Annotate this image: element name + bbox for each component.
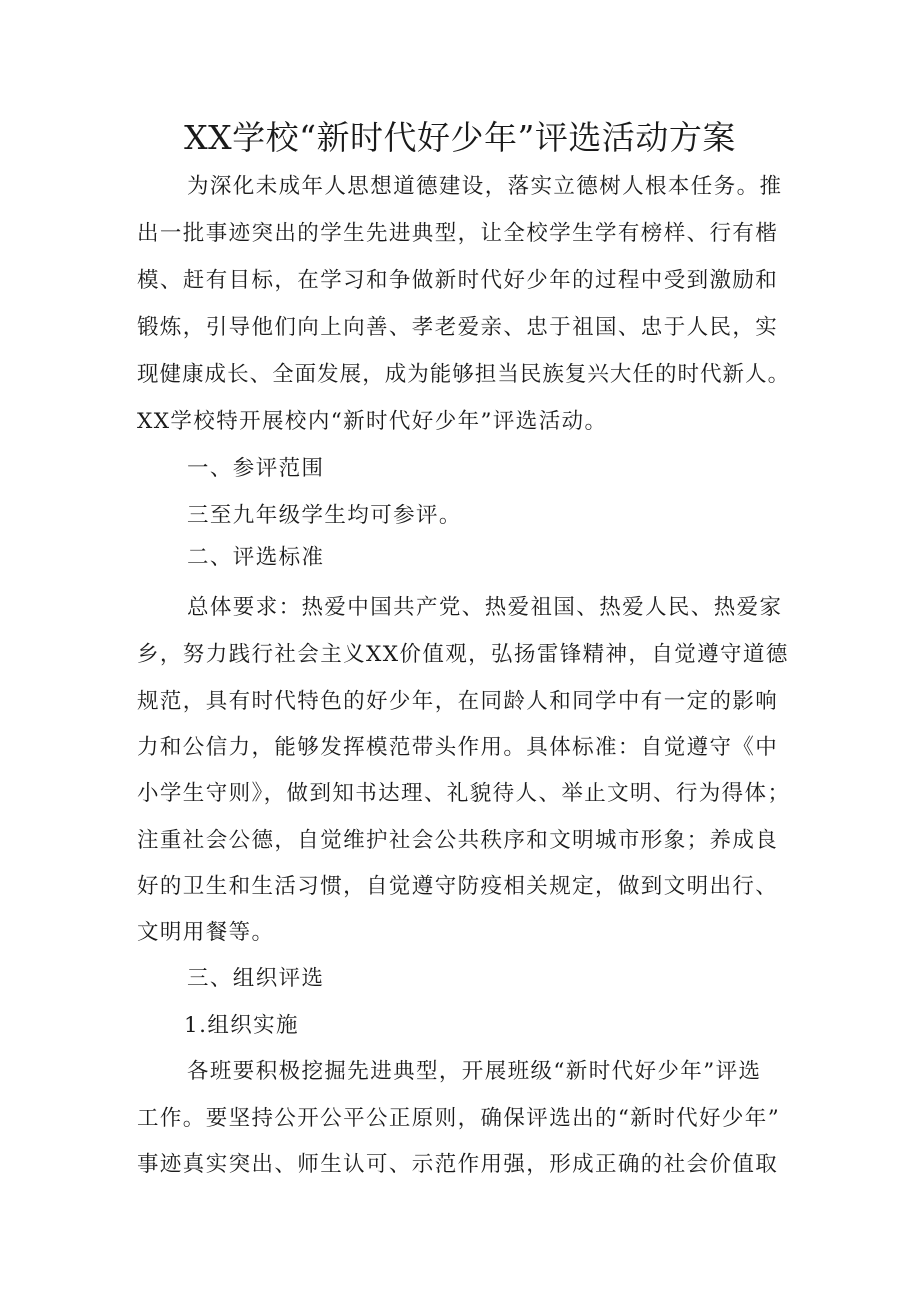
document-title: XX学校“新时代好少年”评选活动方案 (184, 118, 736, 157)
criteria-line: 注重社会公德，自觉维护社会公共秩序和文明城市形象；养成良 (137, 828, 779, 853)
criteria-line: 总体要求：热爱中国共产党、热爱祖国、热爱人民、热爱家 (187, 595, 783, 620)
section-heading-scope: 一、参评范围 (187, 456, 325, 481)
subsection-heading-implementation: 1.组织实施 (184, 1013, 299, 1038)
criteria-line: 乡，努力践行社会主义XX价值观，弘扬雷锋精神，自觉遵守道德 (137, 642, 789, 667)
intro-line: 模、赶有目标，在学习和争做新时代好少年的过程中受到激励和 (137, 268, 779, 293)
intro-line: XX学校特开展校内“新时代好少年”评选活动。 (137, 409, 608, 434)
intro-line: 锻炼，引导他们向上向善、孝老爱亲、忠于祖国、忠于人民，实 (137, 315, 779, 340)
section-heading-organization: 三、组织评选 (187, 966, 325, 991)
organization-line: 事迹真实突出、师生认可、示范作用强，形成正确的社会价值取 (137, 1152, 779, 1177)
criteria-line: 好的卫生和生活习惯，自觉遵守防疫相关规定，做到文明出行、 (137, 874, 779, 899)
criteria-line: 规范，具有时代特色的好少年，在同龄人和同学中有一定的影响 (137, 689, 779, 714)
intro-line: 为深化未成年人思想道德建设，落实立德树人根本任务。推 (187, 174, 783, 199)
criteria-line: 文明用餐等。 (137, 920, 275, 945)
criteria-line: 小学生守则》，做到知书达理、礼貌待人、举止文明、行为得体； (137, 781, 791, 806)
criteria-line: 力和公信力，能够发挥模范带头作用。具体标准：自觉遵守《中 (137, 735, 779, 760)
scope-body: 三至九年级学生均可参评。 (187, 503, 462, 528)
organization-line: 工作。要坚持公开公平公正原则，确保评选出的“新时代好少年” (137, 1106, 781, 1131)
intro-line: 现健康成长、全面发展，成为能够担当民族复兴大任的时代新人。 (137, 362, 791, 387)
organization-line: 各班要积极挖掘先进典型，开展班级“新时代好少年”评选 (187, 1059, 762, 1084)
intro-line: 出一批事迹突出的学生先进典型，让全校学生学有榜样、行有楷 (137, 221, 779, 246)
section-heading-criteria: 二、评选标准 (187, 545, 325, 570)
